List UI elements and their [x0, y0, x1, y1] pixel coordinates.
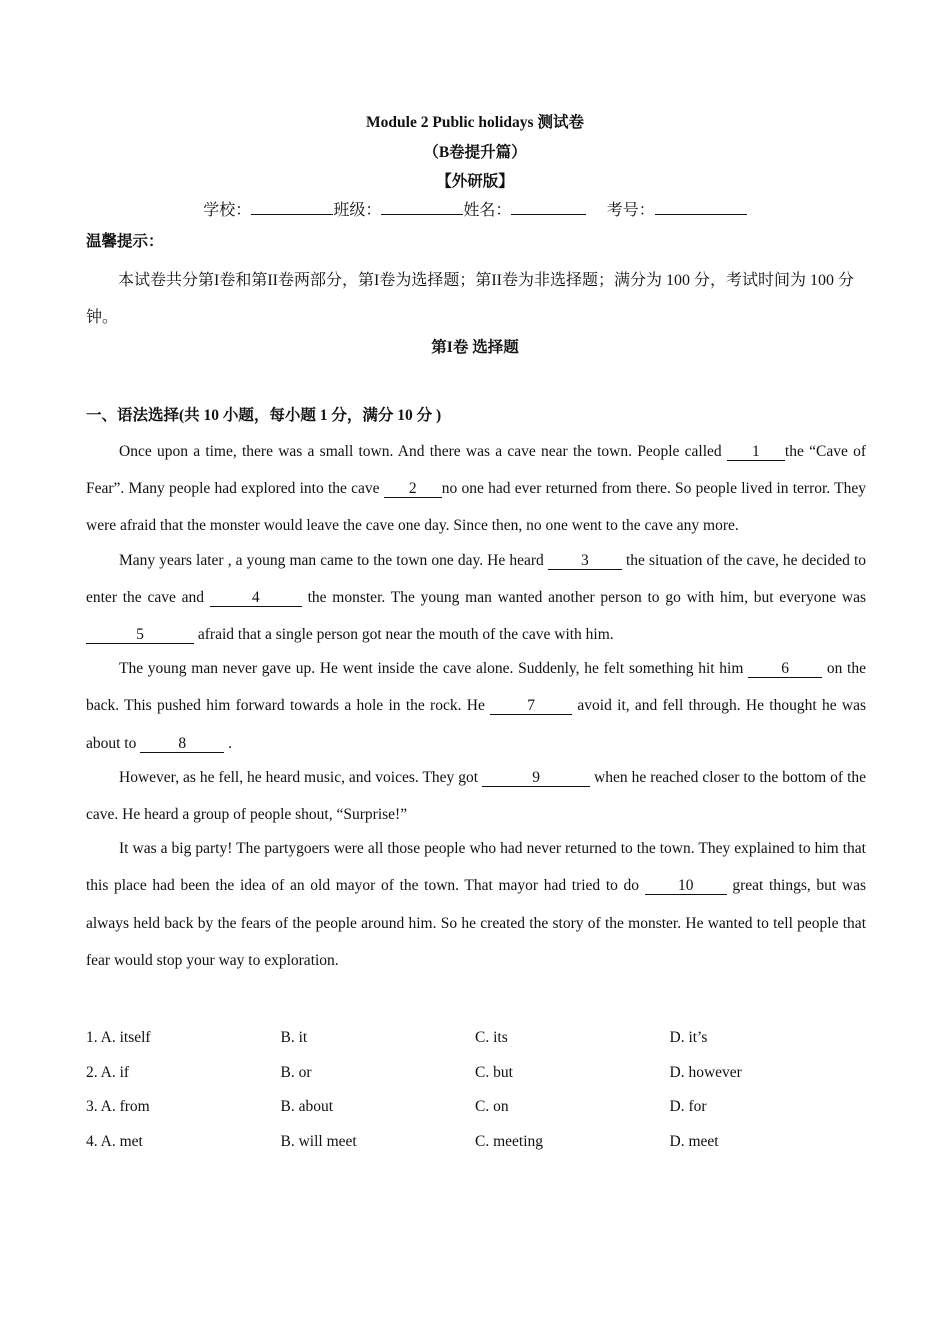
option-d[interactable]: D. for: [669, 1098, 707, 1116]
option-a[interactable]: 3. A. from: [86, 1098, 150, 1116]
option-d[interactable]: D. it’s: [669, 1029, 708, 1047]
passage-paragraph: [86, 433, 866, 545]
option-c[interactable]: C. its: [475, 1029, 508, 1047]
school-blank[interactable]: [251, 200, 333, 215]
student-info-line: [0, 197, 950, 220]
option-c[interactable]: C. meeting: [475, 1132, 544, 1150]
blank-1: 1: [727, 444, 785, 461]
passage-text: The young man never gave up. He went inside the cave alone. Suddenly, he felt something hit him: [119, 660, 749, 678]
blank-7: 7: [490, 698, 572, 715]
answer-options: [86, 1021, 886, 1159]
passage-text: However, as he fell, he heard music, and voices. They got: [119, 768, 483, 786]
section1-title: 一、语法选择(共 10 小题，每小题 1 分，满分 10 分 ): [86, 407, 442, 424]
school-label: 学校：: [203, 200, 252, 219]
name-label: 姓名：: [463, 200, 512, 219]
passage-text: .: [224, 734, 232, 752]
passage-text: Many years later , a young man came to the town one day. He heard: [119, 551, 548, 569]
passage-text: the “Cave of Fear”. Many people had explored into the cave: [86, 443, 866, 498]
passage-paragraph: [86, 759, 866, 833]
question-options-row: [86, 1021, 886, 1056]
blank-3: 3: [548, 553, 622, 570]
reading-passage: [86, 433, 866, 979]
blank-10: 10: [645, 878, 727, 895]
passage-text: on the back. This pushed him forward towards a hole in the rock. He: [86, 660, 866, 715]
class-blank[interactable]: [381, 200, 463, 215]
option-a[interactable]: 4. A. met: [86, 1132, 143, 1150]
tips-label: 温馨提示：: [86, 233, 164, 250]
passage-paragraph: [86, 650, 866, 762]
passage-text: afraid that a single person got near the mouth of the cave with him.: [194, 626, 614, 644]
passage-text: great things, but was always held back by the fears of the people around him. So he created the story of the monster. He wanted to tell people that fear would stop your way to exploration.: [86, 877, 866, 969]
blank-8: 8: [140, 736, 224, 753]
option-b[interactable]: B. will meet: [280, 1132, 357, 1150]
passage-text: no one had ever returned from there. So people lived in terror. They were afraid that the monster would leave the cave one day. Since then, no one went to the cave any more.: [86, 480, 867, 535]
option-b[interactable]: B. about: [280, 1098, 334, 1116]
passage-text: avoid it, and fell through. He thought he was about to: [86, 697, 866, 752]
class-label: 班级：: [333, 200, 382, 219]
option-d[interactable]: D. meet: [669, 1132, 719, 1150]
passage-text: when he reached closer to the bottom of the cave. He heard a group of people shout, “Surprise!”: [86, 768, 867, 824]
blank-6: 6: [748, 661, 822, 678]
blank-2: 2: [384, 481, 442, 498]
passage-paragraph: [86, 542, 866, 654]
blank-9: 9: [482, 770, 590, 787]
exam-subtitle: （B卷提升篇）: [423, 144, 527, 161]
blank-4: 4: [210, 590, 302, 607]
question-options-row: [86, 1090, 886, 1125]
exam-title: Module 2 Public holidays 测试卷: [366, 114, 584, 131]
option-d[interactable]: D. however: [669, 1063, 742, 1081]
option-b[interactable]: B. or: [280, 1063, 312, 1081]
tips-body: 本试卷共分第I卷和第II卷两部分，第I卷为选择题；第II卷为非选择题；满分为 100 分，考试时间为 100 分钟。: [86, 272, 854, 326]
part1-title: 第I卷 选择题: [431, 339, 519, 356]
option-a[interactable]: 2. A. if: [86, 1063, 130, 1081]
name-blank[interactable]: [511, 200, 586, 215]
passage-paragraph: [86, 830, 866, 979]
option-b[interactable]: B. it: [280, 1029, 308, 1047]
option-c[interactable]: C. on: [475, 1098, 509, 1116]
option-a[interactable]: 1. A. itself: [86, 1029, 151, 1047]
exam-no-blank[interactable]: [655, 200, 747, 215]
option-c[interactable]: C. but: [475, 1063, 513, 1081]
blank-5: 5: [86, 627, 194, 644]
passage-text: the monster. The young man wanted another person to go with him, but everyone was: [301, 588, 866, 606]
exam-edition: 【外研版】: [436, 173, 514, 190]
question-options-row: [86, 1125, 886, 1160]
question-options-row: [86, 1056, 886, 1091]
exam-no-label: 考号：: [606, 200, 655, 219]
passage-text: Once upon a time, there was a small town. And there was a cave near the town. People called: [119, 443, 727, 460]
passage-text: the situation of the cave, he decided to enter the cave and: [86, 551, 866, 606]
passage-text: It was a big party! The partygoers were all those people who had never returned to the town. They explained to him that this place had been the idea of an old mayor of the town. That mayor had tried to do: [86, 840, 866, 895]
